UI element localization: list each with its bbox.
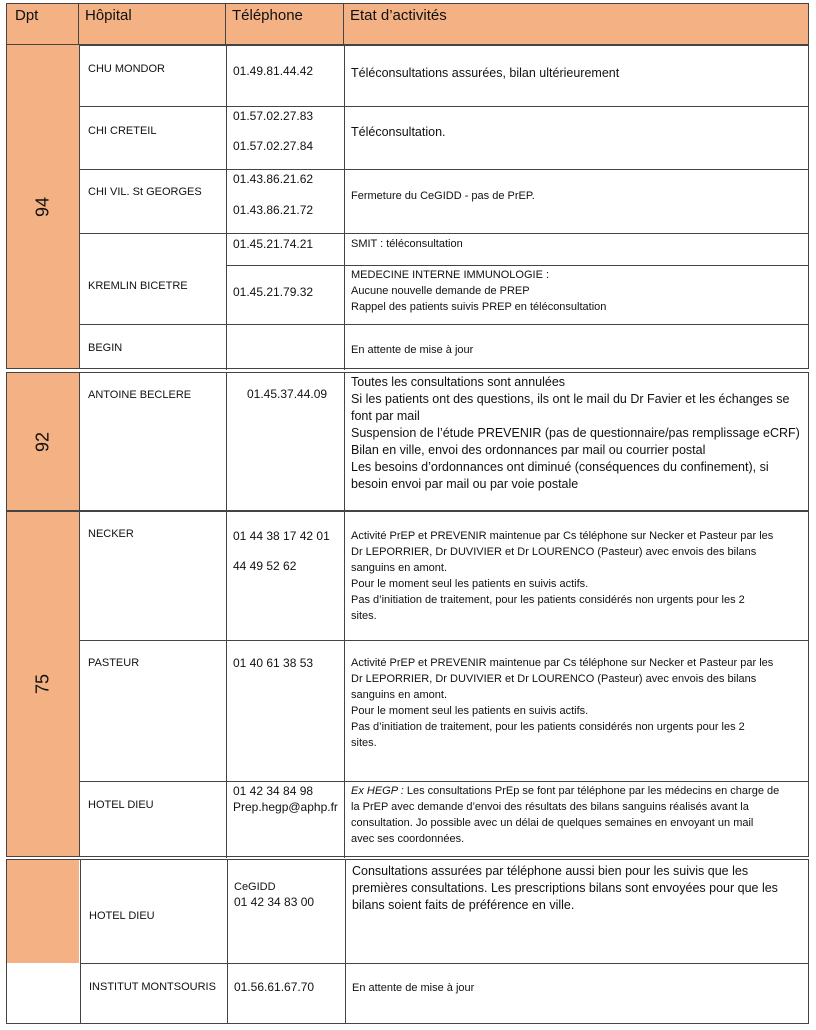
- dpt-cell: [7, 512, 80, 856]
- telephone: 01 42 34 84 98: [233, 784, 314, 798]
- table-row: [80, 860, 808, 964]
- etat: Téléconsultation.: [351, 125, 446, 139]
- etat-line: Pas d’initiation de traitement, pour les patients considérés non urgents pour les 2: [351, 594, 745, 606]
- etat-line: Suspension de l’étude PREVENIR (pas de questionnaire/pas remplissage eCRF): [351, 426, 800, 440]
- etat: Fermeture du CeGIDD - pas de PrEP.: [351, 190, 535, 202]
- telephone: 01.45.37.44.09: [247, 387, 328, 401]
- hopital-name: CHI VIL. St GEORGES: [88, 186, 202, 198]
- etat-line: sanguins en amont.: [351, 689, 448, 701]
- dpt-cell: [7, 45, 80, 368]
- etat: En attente de mise à jour: [352, 982, 475, 994]
- etat-line: Si les patients ont des questions, ils ont le mail du Dr Favier et les échanges se: [351, 392, 790, 406]
- etat-line: Toutes les consultations sont annulées: [351, 375, 566, 389]
- dpt-cell: [7, 373, 80, 510]
- telephone: 01.49.81.44.42: [233, 64, 314, 78]
- header-dpt: Dpt: [6, 4, 79, 45]
- etat-line: sanguins en amont.: [351, 562, 448, 574]
- etat-line: avec ses coordonnées.: [351, 833, 465, 845]
- table-row: [80, 45, 808, 107]
- etat-line: la PrEP avec demande d’envoi des résultats des bilans sanguins réalisés avant la: [351, 801, 749, 813]
- telephone-label: CeGIDD: [234, 881, 276, 893]
- hopital-name: KREMLIN BICETRE: [88, 280, 188, 292]
- group-dpt-75: [6, 511, 809, 857]
- hopital-name: INSTITUT MONTSOURIS: [89, 981, 216, 993]
- dpt-label: 94: [32, 196, 53, 217]
- etat-line: besoin envoi par mail ou par voie postale: [351, 477, 579, 491]
- header-telephone: Téléphone: [226, 4, 344, 45]
- table-row: [80, 782, 808, 858]
- etat-line: Consultations assurées par téléphone aussi bien pour les suivis que les: [352, 864, 749, 878]
- table-row: [80, 641, 808, 782]
- dpt-cell: [7, 860, 80, 1023]
- table-row: [80, 325, 808, 370]
- hopital-name: HOTEL DIEU: [89, 910, 155, 922]
- telephone: 01 44 38 17 42 01: [233, 529, 330, 543]
- etat-line: MEDECINE INTERNE IMMUNOLOGIE :: [351, 269, 550, 281]
- etat-line: Pour le moment seul les patients en suivis actifs.: [351, 578, 589, 590]
- etat-line: premières consultations. Les prescriptions bilans sont envoyées pour que les: [352, 881, 778, 895]
- hopital-name: NECKER: [88, 528, 134, 540]
- etat-line: Activité PrEP et PREVENIR maintenue par Cs téléphone sur Necker et Pasteur par les: [351, 657, 774, 669]
- hopital-name: BEGIN: [88, 342, 123, 354]
- telephone: 01.45.21.79.32: [233, 285, 314, 299]
- telephone: 01.43.86.21.72: [233, 203, 314, 217]
- telephone: 01.56.61.67.70: [234, 980, 315, 994]
- telephone: 01 40 61 38 53: [233, 656, 314, 670]
- header-etat: Etat d’activités: [344, 4, 809, 45]
- etat-text: Les consultations PrEp se font par téléphone par les médecins en charge de: [403, 785, 780, 797]
- header-hopital: Hôpital: [79, 4, 226, 45]
- etat: En attente de mise à jour: [351, 344, 474, 356]
- hopital-name: CHI CRETEIL: [88, 125, 157, 137]
- table-row: [80, 234, 808, 325]
- group-dpt-unlabeled: [6, 859, 809, 1024]
- telephone: 01.57.02.27.84: [233, 139, 314, 153]
- dpt-label: 75: [32, 673, 53, 695]
- etat-line: sites.: [351, 610, 377, 622]
- etat-line: Bilan en ville, envoi des ordonnances par mail ou courrier postal: [351, 443, 706, 457]
- table-row: [80, 170, 808, 234]
- group-dpt-92: [6, 372, 809, 511]
- table-header: [6, 3, 809, 46]
- hopital-name: CHU MONDOR: [88, 63, 165, 75]
- etat-line: [351, 783, 779, 799]
- etat-line: Dr LEPORRIER, Dr DUVIVIER et Dr LOURENCO (Pasteur) avec envois des bilans: [351, 673, 757, 685]
- etat-line: Aucune nouvelle demande de PREP: [351, 285, 530, 297]
- dpt-label: 92: [32, 431, 53, 452]
- etat-line: Pas d’initiation de traitement, pour les patients considérés non urgents pour les 2: [351, 721, 745, 733]
- telephone: 44 49 52 62: [233, 559, 297, 573]
- table-row: [80, 964, 808, 1023]
- telephone: 01 42 34 83 00: [234, 895, 315, 909]
- etat-line: bilans soient faits de préférence en ville.: [352, 898, 575, 912]
- etat-line: Les besoins d’ordonnances ont diminué (conséquences du confinement), si: [351, 460, 769, 474]
- etat: Téléconsultations assurées, bilan ultérieurement: [351, 66, 620, 80]
- telephone: 01.43.86.21.62: [233, 172, 314, 186]
- etat-smit: SMIT : téléconsultation: [351, 238, 463, 250]
- hopital-name: HOTEL DIEU: [88, 799, 154, 811]
- etat-prefix: Ex HEGP :: [351, 785, 404, 797]
- email: Prep.hegp@aphp.fr: [233, 800, 338, 814]
- etat-line: font par mail: [351, 409, 420, 423]
- etat-line: Rappel des patients suivis PREP en téléconsultation: [351, 301, 607, 313]
- table-row: [80, 373, 808, 510]
- table-row: [80, 107, 808, 170]
- telephone: 01.57.02.27.83: [233, 109, 314, 123]
- etat-line: Dr LEPORRIER, Dr DUVIVIER et Dr LOURENCO (Pasteur) avec envois des bilans: [351, 546, 757, 558]
- hopital-name: ANTOINE BECLERE: [88, 389, 192, 401]
- etat-line: sites.: [351, 737, 377, 749]
- etat-line: consultation. Jo possible avec un délai de quelques semaines en envoyant un mail: [351, 817, 754, 829]
- telephone: 01.45.21.74.21: [233, 237, 314, 251]
- hopital-name: PASTEUR: [88, 657, 140, 669]
- etat-line: Pour le moment seul les patients en suivis actifs.: [351, 705, 589, 717]
- group-dpt-94: [6, 44, 809, 369]
- table-row: [80, 512, 808, 641]
- etat-line: Activité PrEP et PREVENIR maintenue par Cs téléphone sur Necker et Pasteur par les: [351, 530, 774, 542]
